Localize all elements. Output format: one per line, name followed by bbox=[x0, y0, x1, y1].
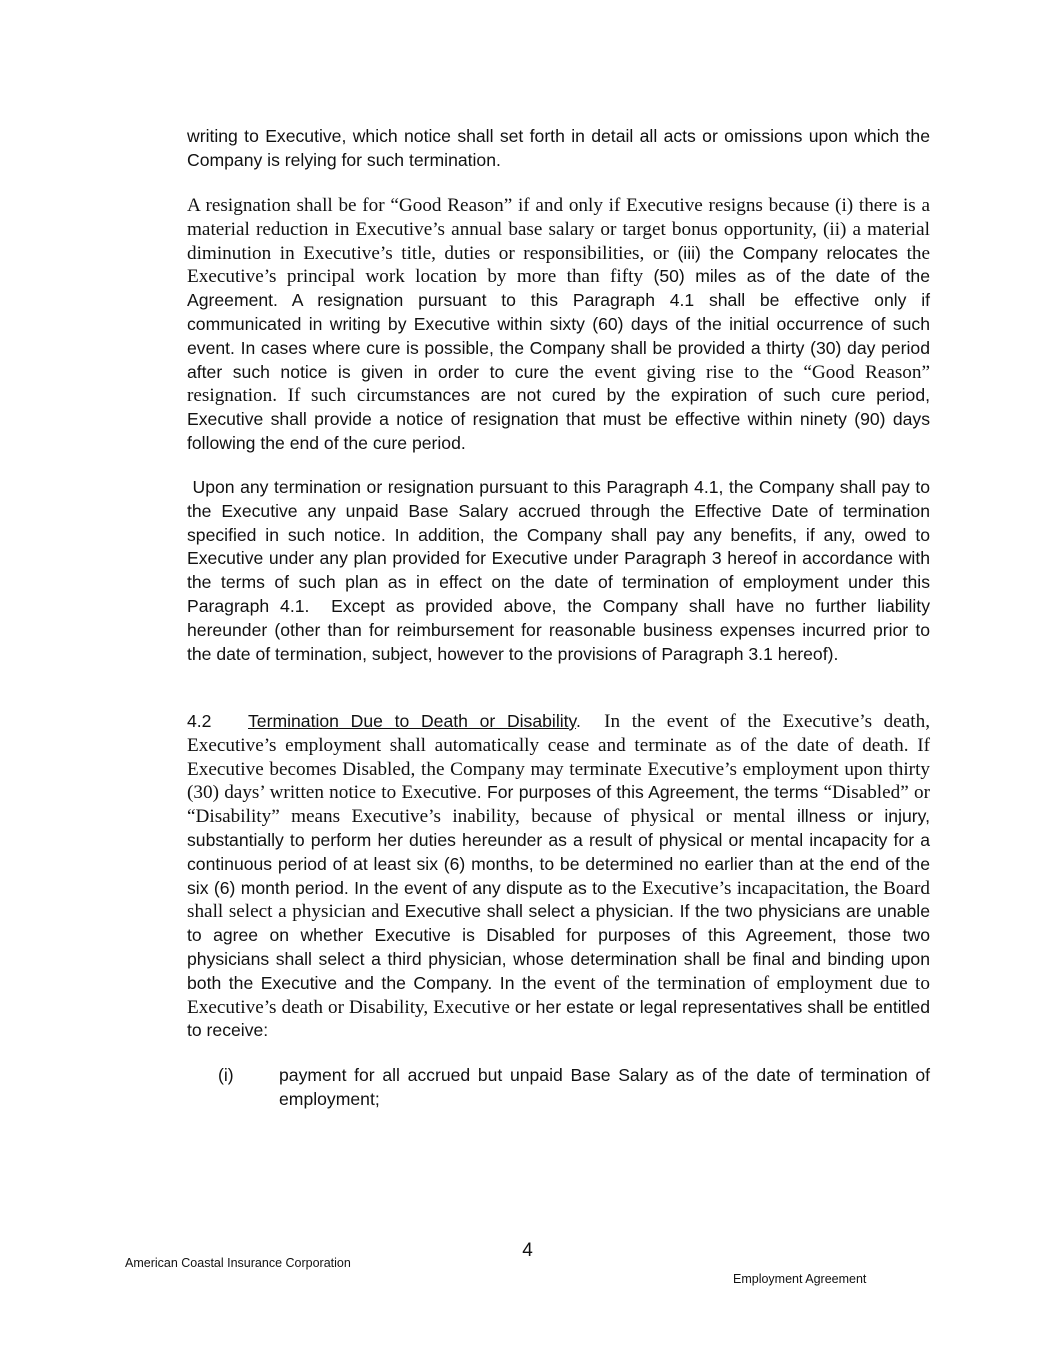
section-number: 4.2 bbox=[187, 711, 212, 731]
good-reason-text-5: event giving rise to the “Good Reason” resignation. If such circumst bbox=[187, 361, 931, 407]
good-reason-text-1: A resignation shall be for “Good Reason” if and only if Executive resigns because (i) there is a material reduction in Executive’s annual base salary or target bonus opportunity, (ii) a material diminution in Executive’s title, duties or responsibilities, or bbox=[187, 195, 930, 264]
section-text-7: event of the termination of employment due to Executive’s death or Disability, Executive bbox=[187, 972, 930, 1018]
section-heading: Termination Due to Death or Disability bbox=[248, 711, 577, 731]
section-text-4: illness or injury, substantially to perform her duties hereunder as a result of physical or mental incapacity for a continuous period of at least six (6) months, to be determined no earlier than at the end of the six (6) month period. In the event of any dispute as to the bbox=[187, 806, 930, 898]
page-number: 4 bbox=[522, 1240, 533, 1261]
footer-company: American Coastal Insurance Corporation bbox=[125, 1256, 351, 1270]
good-reason-text-2: (iii) the Company relocates bbox=[677, 242, 898, 263]
section-text-2: tive. For purposes of this Agreement, the terms bbox=[449, 782, 819, 803]
section-text-8: or her estate or legal representatives shall be entitled to receive: bbox=[187, 996, 930, 1041]
good-reason-text-3: the Executive’s principal work location by more than fifty bbox=[187, 242, 931, 288]
paragraph-upon-termination: Upon any termination or resignation pursuant to this Paragraph 4.1, the Company shall pay to the Executive any unpaid Base Salary accrued through the Effective Date of termination specified in such notice. In addition, the Company shall pay any benefits, if any, owed to Executive under any plan provided for Executive under Paragraph 3 hereof in accordance with the terms of such plan as in effect on the date of termination of employment under this Paragraph 4.1. Except as provided above, the Company shall have no further liability hereunder (other than for reimbursement for reasonable business expenses incurred prior to the date of termination, subject, however to the provisions of Paragraph 3.1 hereof). bbox=[187, 477, 935, 664]
paragraph-notice-continuation: writing to Executive, which notice shall set forth in detail all acts or omissions upon which the Company is relying for such termination. bbox=[187, 126, 930, 170]
list-item-text: payment for all accrued but unpaid Base Salary as of the date of termination of employment; bbox=[279, 1065, 930, 1109]
section-text-5: Executive’s incapacitation, the Board shall select a physician and bbox=[187, 877, 930, 923]
section-heading-period: . bbox=[576, 711, 581, 731]
section-text-3: “Disabled” or “Disability” means Executive’s inability, because of physical or mental bbox=[187, 782, 930, 828]
section-text-6: Executive shall select a physician. If the two physicians are unable to agree on whether Executive is Disabled for purposes of this Agreement, those two physicians shall select a third physician, whose determination shall be final and binding upon both the Executive and the Company. In the bbox=[187, 901, 931, 993]
list-item-number: (i) bbox=[218, 1065, 234, 1085]
paragraph-good-reason bbox=[187, 194, 930, 456]
good-reason-text-4: (50) miles as of the date of the Agreement. A resignation pursuant to this Paragraph 4.1 shall be effective only if communicated in writing by Executive within sixty (60) days of the initial occurrence of such event. In cases where cure is possible, the Company shall be provided a thirty (30) day period after such notice is given in order to cure the bbox=[187, 266, 930, 382]
list-item bbox=[187, 1064, 930, 1112]
section-4-2 bbox=[187, 710, 935, 1043]
footer-doc-title: Employment Agreement bbox=[733, 1272, 867, 1286]
good-reason-text-6: ances are not cured by the expiration of such cure period, Executive shall provide a notice of resignation that must be effective within ninety (90) days following the end of the cure period. bbox=[187, 385, 930, 453]
section-text-1: In the event of the Executive’s death, Executive’s employment shall automatically cease and terminate as of the date of death. If Executive becomes Disabled, the Company may terminate Executive’s employment upon thirty (30) days’ written notice to Execu bbox=[187, 711, 935, 804]
